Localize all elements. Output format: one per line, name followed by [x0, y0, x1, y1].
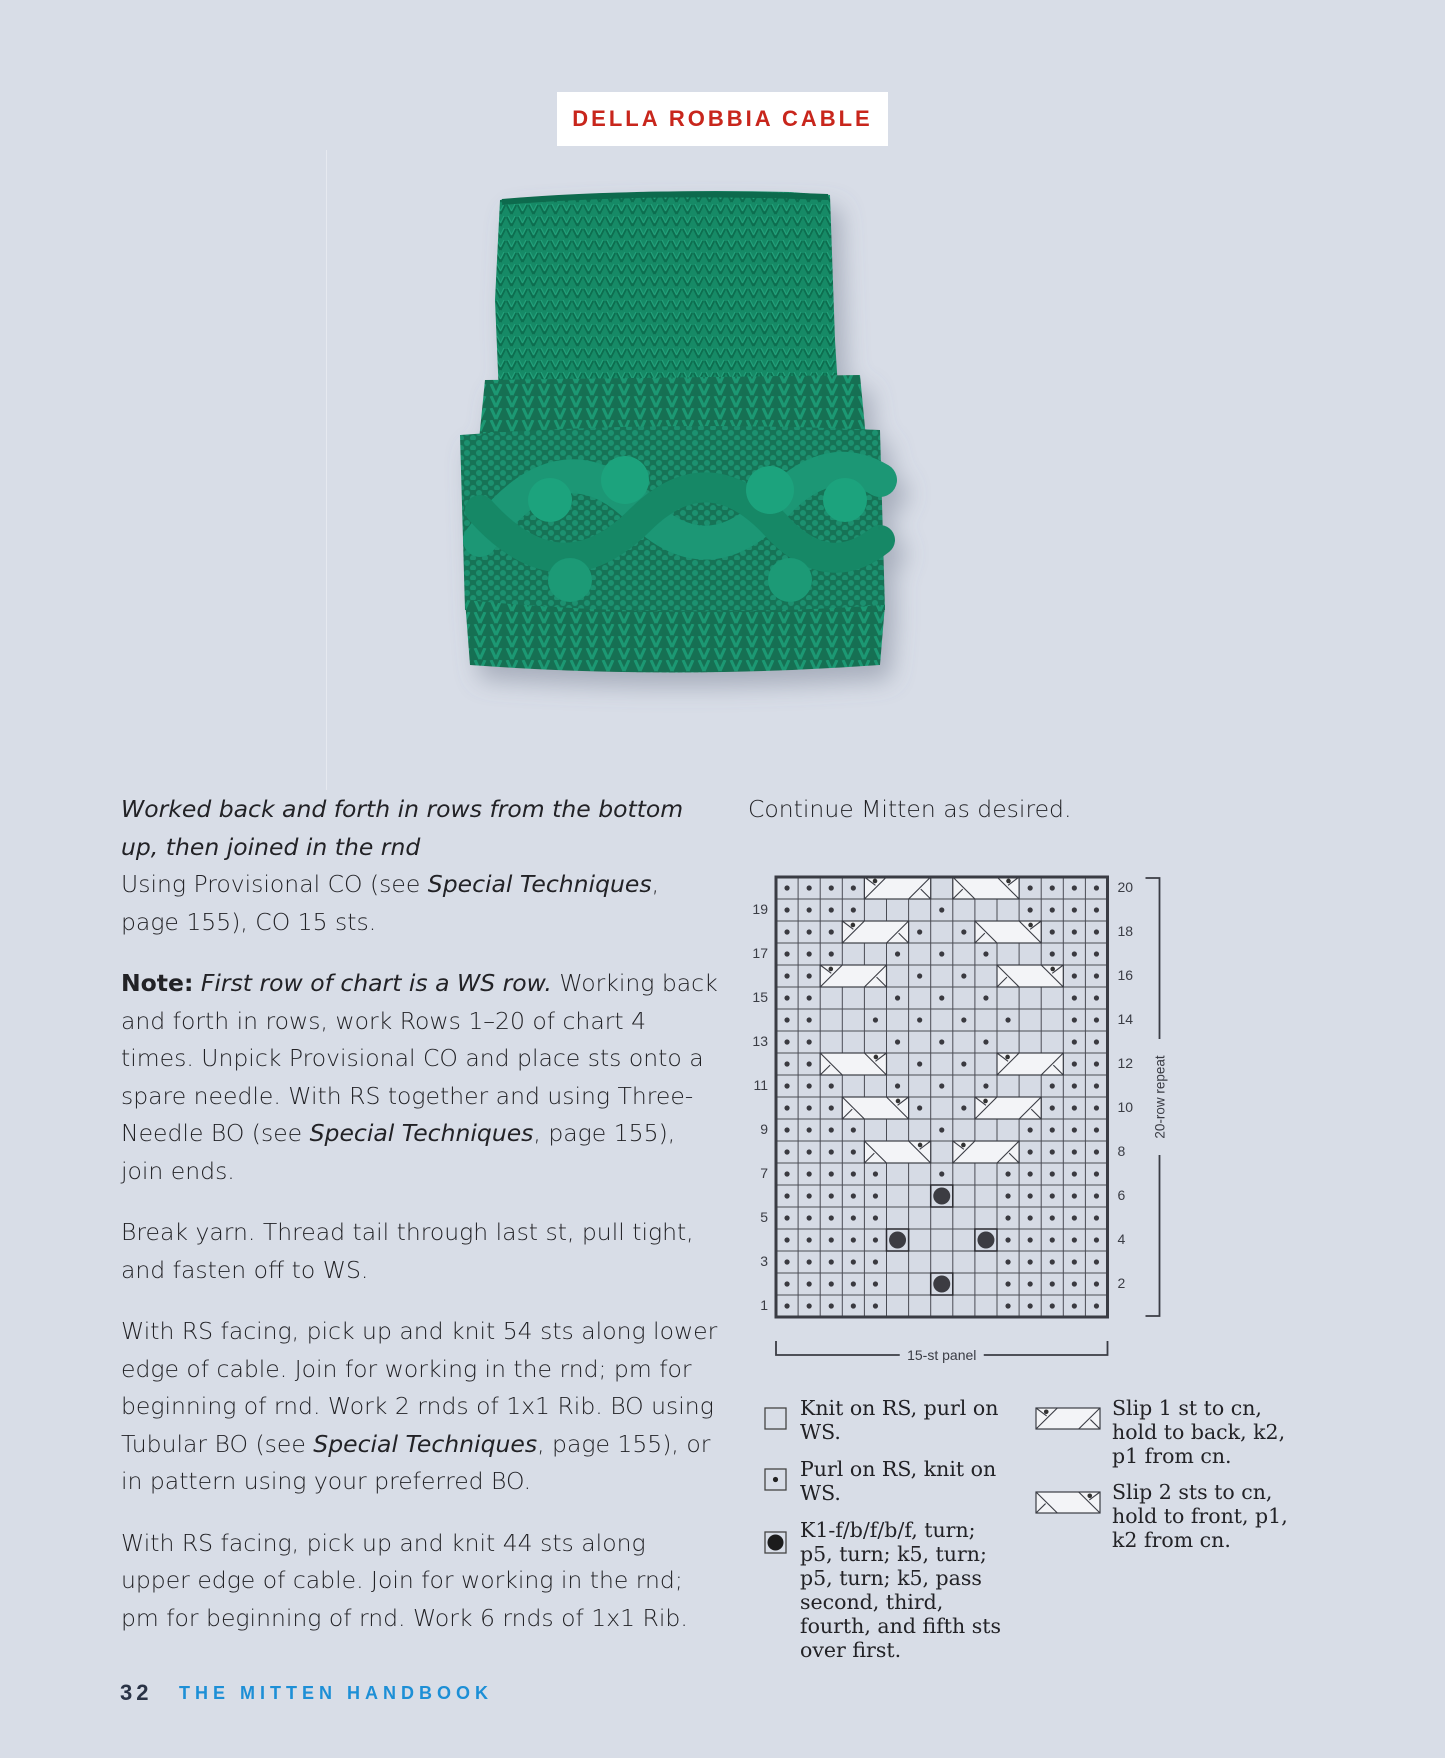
note-paragraph: Note: First row of chart is a WS row. Working back and forth in rows, work Rows 1–20 of chart 4 times. Unpick Provisional CO and place sts onto a spare needle. With RS together and using Three-Needle BO (see Special Techniques, page 155), join ends.	[121, 969, 718, 1185]
legend-cable-front: Slip 2 sts to cn, hold to front, p1, k2 from cn.	[1112, 1480, 1288, 1552]
purl-stitch	[1094, 907, 1099, 912]
purl-stitch	[1050, 1281, 1055, 1286]
purl-stitch	[851, 1171, 856, 1176]
row-label-left: 13	[752, 1032, 768, 1049]
purl-stitch	[807, 1105, 812, 1110]
purl-stitch	[829, 907, 834, 912]
purl-stitch	[851, 907, 856, 912]
purl-stitch	[939, 1171, 944, 1176]
purl-stitch	[961, 1017, 966, 1022]
purl-stitch	[873, 1303, 878, 1308]
purl-stitch	[1094, 1039, 1099, 1044]
purl-stitch	[1050, 929, 1055, 934]
purl-stitch	[784, 1127, 789, 1132]
row-label-right: 12	[1117, 1054, 1134, 1071]
row-label-left: 19	[752, 900, 768, 917]
purl-stitch	[1072, 973, 1077, 978]
chart-row-17	[784, 951, 1099, 956]
chart-row-11	[784, 1083, 1099, 1088]
row-label-left: 5	[760, 1208, 768, 1225]
chart-row-19	[784, 907, 1099, 912]
cable-dot	[918, 1143, 923, 1148]
purl-stitch	[784, 973, 789, 978]
purl-stitch	[1050, 1127, 1055, 1132]
purl-stitch	[873, 1215, 878, 1220]
bobble-stitch	[933, 1188, 950, 1205]
purl-stitch	[873, 1259, 878, 1264]
purl-stitch	[784, 995, 789, 1000]
purl-stitch	[784, 1303, 789, 1308]
purl-stitch	[1050, 1149, 1055, 1154]
purl-stitch	[961, 973, 966, 978]
purl-stitch	[939, 1127, 944, 1132]
purl-stitch	[1050, 885, 1055, 890]
purl-stitch	[1094, 1105, 1099, 1110]
swatch-body	[460, 191, 885, 673]
purl-stitch	[917, 929, 922, 934]
cable-dot	[1006, 879, 1011, 884]
cable-dot	[961, 1143, 966, 1148]
purl-stitch	[1094, 1149, 1099, 1154]
purl-stitch	[807, 1127, 812, 1132]
purl-stitch	[829, 951, 834, 956]
purl-stitch	[784, 929, 789, 934]
cable-back-symbol-icon	[1035, 1407, 1103, 1433]
book-title: THE MITTEN HANDBOOK	[179, 1683, 493, 1703]
purl-stitch	[1050, 1237, 1055, 1242]
section-title: DELLA ROBBIA CABLE	[572, 106, 873, 131]
row-label-right: 14	[1117, 1010, 1134, 1027]
purl-stitch	[807, 907, 812, 912]
purl-stitch	[829, 1281, 834, 1286]
purl-stitch	[1028, 1127, 1033, 1132]
purl-stitch	[1050, 1105, 1055, 1110]
purl-stitch	[1094, 1171, 1099, 1176]
purl-stitch	[829, 1127, 834, 1132]
bobble-stitch	[889, 1232, 906, 1249]
purl-stitch	[1028, 907, 1033, 912]
legend-knit: Knit on RS, purl on WS.	[800, 1396, 999, 1444]
cable-dot	[1087, 1493, 1092, 1498]
purl-stitch	[1072, 1061, 1077, 1066]
purl-stitch	[1094, 1237, 1099, 1242]
row-label-left: 1	[760, 1296, 768, 1313]
purl-stitch	[939, 907, 944, 912]
purl-stitch	[1028, 1193, 1033, 1198]
purl-stitch	[939, 1083, 944, 1088]
purl-stitch	[873, 1237, 878, 1242]
purl-stitch	[939, 1039, 944, 1044]
purl-stitch	[1028, 885, 1033, 890]
purl-stitch	[1050, 1193, 1055, 1198]
purl-stitch	[829, 1303, 834, 1308]
chart-row-7	[784, 1171, 1099, 1176]
purl-stitch	[784, 885, 789, 890]
purl-stitch	[1005, 1237, 1010, 1242]
purl-stitch	[784, 1237, 789, 1242]
purl-stitch	[1072, 1171, 1077, 1176]
purl-stitch	[1028, 1237, 1033, 1242]
purl-stitch	[1094, 929, 1099, 934]
purl-stitch	[851, 885, 856, 890]
purl-stitch	[807, 929, 812, 934]
purl-stitch	[1028, 1149, 1033, 1154]
cast-on-instruction: Using Provisional CO (see Special Techniques, page 155), CO 15 sts.	[121, 870, 660, 936]
purl-stitch	[939, 951, 944, 956]
row-label-right: 16	[1117, 966, 1134, 983]
purl-stitch	[807, 1171, 812, 1176]
purl-stitch	[983, 1083, 988, 1088]
knit-symbol-icon	[764, 1407, 788, 1431]
instructions-column	[121, 791, 721, 1637]
purl-stitch	[1028, 1259, 1033, 1264]
purl-stitch	[983, 995, 988, 1000]
purl-stitch	[1072, 1259, 1077, 1264]
purl-stitch	[1094, 1281, 1099, 1286]
purl-stitch	[1005, 1017, 1010, 1022]
purl-stitch	[1094, 1303, 1099, 1308]
cable-dot	[896, 1099, 901, 1104]
purl-stitch	[1072, 1215, 1077, 1220]
purl-stitch	[1072, 995, 1077, 1000]
purl-stitch	[873, 1193, 878, 1198]
purl-stitch	[1028, 1215, 1033, 1220]
purl-stitch	[1028, 1281, 1033, 1286]
purl-stitch	[1050, 951, 1055, 956]
bobble-symbol-icon	[764, 1531, 788, 1555]
break-yarn-paragraph: Break yarn. Thread tail through last st, pull tight, and fasten off to WS.	[121, 1218, 694, 1284]
lower-edge-paragraph: With RS facing, pick up and knit 54 sts along lower edge of cable. Join for working in the rnd; pm for beginning of rnd. Work 2 rnds of 1x1 Rib. BO using Tubular BO (see Special Techniques, page 155), or in pattern using your preferred BO.	[121, 1317, 718, 1495]
photo-edge-divider	[326, 150, 327, 790]
purl-stitch	[1094, 885, 1099, 890]
purl-stitch	[1094, 1215, 1099, 1220]
purl-stitch	[1050, 1215, 1055, 1220]
row-label-right: 10	[1117, 1098, 1134, 1115]
purl-stitch	[1072, 1281, 1077, 1286]
purl-stitch	[1072, 907, 1077, 912]
purl-stitch	[1005, 1259, 1010, 1264]
cable-front-symbol-icon	[1035, 1491, 1103, 1517]
purl-stitch	[851, 1149, 856, 1154]
purl-stitch	[784, 1105, 789, 1110]
purl-stitch	[807, 973, 812, 978]
purl-stitch	[807, 1215, 812, 1220]
purl-stitch	[1050, 1303, 1055, 1308]
purl-stitch	[1072, 1127, 1077, 1132]
row-label-left: 11	[753, 1076, 768, 1093]
purl-stitch	[807, 951, 812, 956]
purl-stitch	[1028, 1303, 1033, 1308]
purl-stitch	[983, 951, 988, 956]
continue-instruction: Continue Mitten as desired.	[748, 795, 1072, 823]
row-label-right: 2	[1117, 1274, 1126, 1291]
purl-stitch	[1072, 1105, 1077, 1110]
purl-stitch	[873, 1171, 878, 1176]
cable-dot	[983, 1099, 988, 1104]
bobble-stitch	[933, 1276, 950, 1293]
purl-stitch	[807, 1193, 812, 1198]
purl-stitch	[1072, 1193, 1077, 1198]
purl-stitch	[895, 1039, 900, 1044]
purl-stitch	[829, 929, 834, 934]
purl-stitch	[851, 1127, 856, 1132]
purl-stitch	[1072, 1017, 1077, 1022]
purl-stitch	[1050, 1171, 1055, 1176]
purl-stitch	[961, 1061, 966, 1066]
purl-stitch	[1094, 1083, 1099, 1088]
purl-stitch	[1072, 929, 1077, 934]
purl-stitch	[1072, 1303, 1077, 1308]
purl-stitch	[1072, 1039, 1077, 1044]
purl-stitch	[784, 1171, 789, 1176]
purl-stitch	[1005, 1193, 1010, 1198]
purl-stitch	[1028, 1171, 1033, 1176]
cable-dot	[1050, 967, 1055, 972]
legend-cable-back: Slip 1 st to cn, hold to back, k2, p1 from cn.	[1112, 1396, 1286, 1468]
purl-stitch	[829, 1105, 834, 1110]
cable-dot	[1044, 1409, 1049, 1414]
purl-stitch	[1094, 995, 1099, 1000]
purl-stitch	[1050, 1083, 1055, 1088]
purl-stitch	[807, 1061, 812, 1066]
row-label-right: 20	[1117, 878, 1134, 895]
purl-stitch	[917, 1105, 922, 1110]
purl-stitch	[784, 1017, 789, 1022]
purl-stitch	[784, 1083, 789, 1088]
purl-stitch	[1072, 1083, 1077, 1088]
purl-stitch	[851, 1303, 856, 1308]
purl-stitch	[1072, 885, 1077, 890]
purl-stitch	[807, 1303, 812, 1308]
purl-stitch	[829, 885, 834, 890]
row-label-right: 6	[1117, 1186, 1126, 1203]
row-label-right: 4	[1117, 1230, 1126, 1247]
purl-stitch	[784, 1281, 789, 1286]
swatch-photo	[440, 180, 1000, 770]
purl-stitch	[917, 1017, 922, 1022]
purl-stitch	[1094, 1193, 1099, 1198]
legend-bobble: K1-f/b/f/b/f, turn; p5, turn; k5, turn; p5, turn; k5, pass second, third, fourth, and fifth sts over first.	[800, 1518, 1001, 1662]
row-label-right: 8	[1117, 1142, 1126, 1159]
purl-stitch	[784, 1061, 789, 1066]
legend-purl: Purl on RS, knit on WS.	[800, 1457, 997, 1505]
knitting-chart	[740, 870, 1200, 1390]
purl-stitch	[1050, 907, 1055, 912]
purl-stitch	[784, 1259, 789, 1264]
purl-stitch	[807, 1149, 812, 1154]
cable-dot	[829, 967, 834, 972]
purl-stitch	[829, 1083, 834, 1088]
purl-stitch	[1005, 1303, 1010, 1308]
purl-stitch	[829, 1259, 834, 1264]
purl-stitch	[1094, 973, 1099, 978]
purl-stitch	[983, 1039, 988, 1044]
purl-stitch	[829, 1193, 834, 1198]
purl-stitch	[851, 1215, 856, 1220]
purl-stitch	[829, 1149, 834, 1154]
purl-stitch	[784, 1193, 789, 1198]
purl-stitch	[1005, 1215, 1010, 1220]
cable-dot	[873, 879, 878, 884]
cable-dot	[1028, 923, 1033, 928]
cable-dot	[874, 1055, 879, 1060]
cable-dot	[1005, 1055, 1010, 1060]
purl-stitch	[1072, 1237, 1077, 1242]
purl-stitch	[1005, 1281, 1010, 1286]
purl-stitch	[1005, 1171, 1010, 1176]
purl-stitch	[895, 951, 900, 956]
purl-stitch	[1094, 1259, 1099, 1264]
purl-stitch	[1072, 1149, 1077, 1154]
purl-stitch	[1094, 1061, 1099, 1066]
upper-edge-paragraph: With RS facing, pick up and knit 44 sts along upper edge of cable. Join for working in the rnd; pm for beginning of rnd. Work 6 rnds of 1x1 Rib.	[121, 1528, 688, 1632]
purl-stitch	[829, 1171, 834, 1176]
chart-row-9	[784, 1127, 1099, 1132]
purl-stitch	[939, 995, 944, 1000]
purl-stitch	[807, 1281, 812, 1286]
purl-stitch	[807, 1017, 812, 1022]
purl-stitch	[1050, 1259, 1055, 1264]
section-title-box	[557, 92, 888, 146]
purl-stitch	[807, 995, 812, 1000]
legend-cable-glyph	[1036, 1408, 1100, 1429]
purl-stitch	[784, 907, 789, 912]
purl-stitch	[1094, 1017, 1099, 1022]
row-label-left: 15	[752, 988, 768, 1005]
purl-stitch	[895, 1083, 900, 1088]
page-number: 32	[120, 1680, 153, 1705]
purl-stitch	[784, 951, 789, 956]
purl-stitch	[784, 1215, 789, 1220]
purl-stitch	[829, 1237, 834, 1242]
purl-stitch	[917, 973, 922, 978]
purl-stitch	[917, 1061, 922, 1066]
purl-stitch	[807, 1259, 812, 1264]
row-label-right: 18	[1117, 922, 1134, 939]
purl-stitch	[851, 1281, 856, 1286]
repeat-label: 20-row repeat	[1152, 1055, 1168, 1139]
purl-stitch	[784, 1039, 789, 1044]
panel-label: 15-st panel	[907, 1347, 977, 1363]
purl-stitch	[807, 885, 812, 890]
row-label-left: 7	[760, 1164, 768, 1181]
legend-cable-glyph	[1036, 1492, 1100, 1513]
purl-stitch	[851, 1259, 856, 1264]
bobble-stitch	[977, 1232, 994, 1249]
purl-stitch	[807, 1039, 812, 1044]
purl-stitch	[961, 929, 966, 934]
cable-dot	[851, 923, 856, 928]
purl-stitch	[807, 1237, 812, 1242]
purl-stitch	[1072, 951, 1077, 956]
purl-stitch	[807, 1083, 812, 1088]
intro-italic: Worked back and forth in rows from the bottom up, then joined in the rnd	[121, 795, 684, 861]
purl-stitch	[873, 1281, 878, 1286]
purl-stitch	[851, 1237, 856, 1242]
purl-stitch	[1094, 1127, 1099, 1132]
row-label-left: 3	[760, 1252, 768, 1269]
row-label-left: 17	[752, 944, 768, 961]
purl-symbol-icon	[764, 1468, 788, 1492]
purl-stitch	[1094, 951, 1099, 956]
purl-stitch	[895, 995, 900, 1000]
purl-stitch	[829, 1215, 834, 1220]
row-label-left: 9	[760, 1120, 768, 1137]
purl-stitch	[851, 1193, 856, 1198]
purl-stitch	[961, 1105, 966, 1110]
purl-stitch	[784, 1149, 789, 1154]
purl-stitch	[873, 1017, 878, 1022]
